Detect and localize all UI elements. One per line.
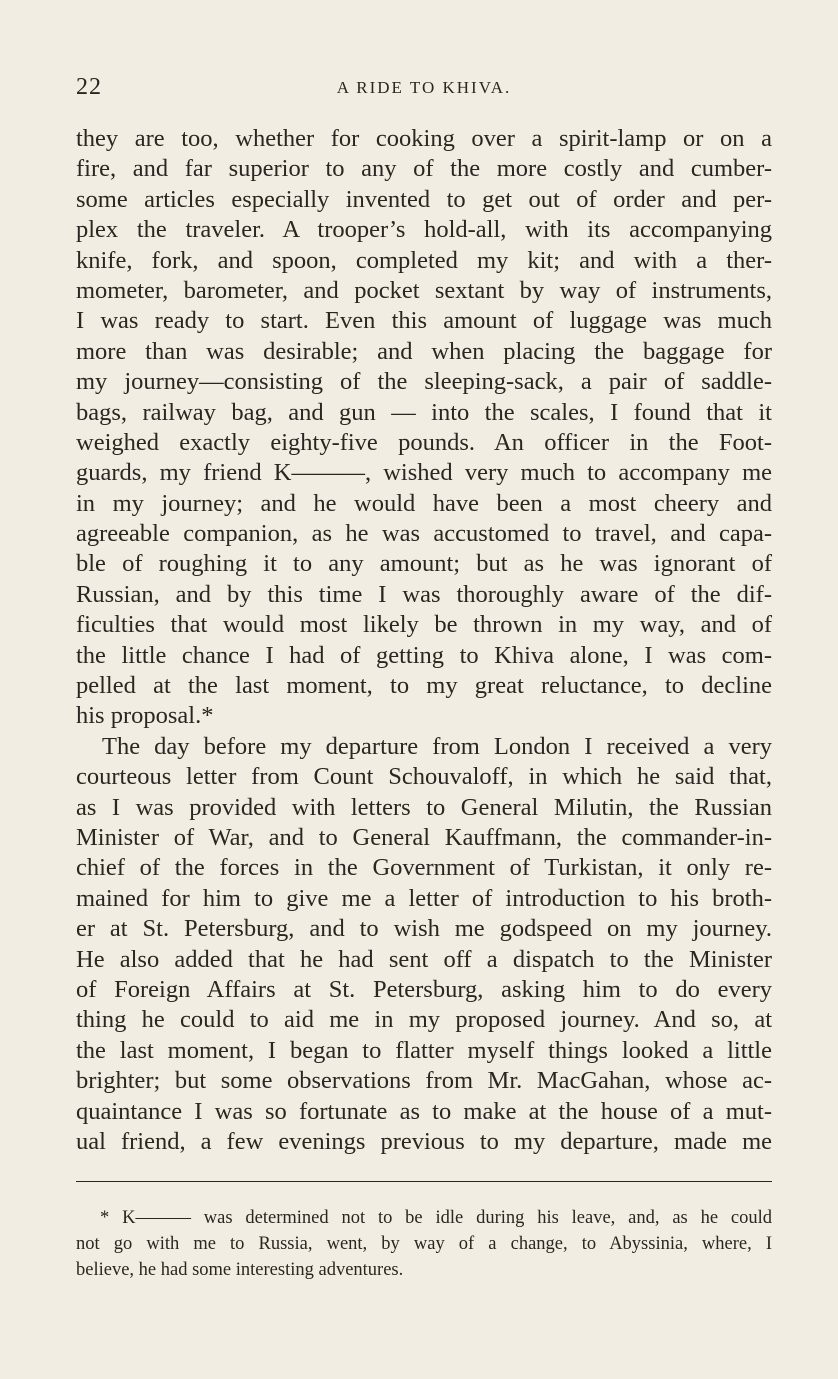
page-number: 22 bbox=[76, 74, 102, 100]
footnote-divider bbox=[76, 1181, 772, 1182]
footnote-line: not go with me to Russia, went, by way of a change, to Abyssinia, where, I bbox=[76, 1234, 772, 1254]
text-line: chief of the forces in the Government of Turkistan, it only re- bbox=[76, 854, 772, 882]
running-title: A RIDE TO KHIVA. bbox=[336, 78, 512, 97]
body-text bbox=[76, 124, 772, 1157]
text-line: mained for him to give me a letter of introduction to his broth- bbox=[76, 884, 772, 912]
text-line: Russian, and by this time I was thoroughly aware of the dif- bbox=[76, 580, 772, 608]
text-line: mometer, barometer, and pocket sextant by way of instruments, bbox=[76, 276, 772, 304]
text-line: fire, and far superior to any of the more costly and cumber- bbox=[76, 155, 772, 183]
text-line: they are too, whether for cooking over a spirit-lamp or on a bbox=[76, 125, 772, 152]
text-line: some articles especially invented to get out of order and per- bbox=[76, 185, 772, 213]
paragraph-start-line: The day before my departure from London I received a very bbox=[102, 732, 772, 760]
text-line: pelled at the last moment, to my great reluctance, to decline bbox=[76, 672, 772, 700]
text-line: agreeable companion, as he was accustomed to travel, and capa- bbox=[76, 520, 772, 548]
text-line: ual friend, a few evenings previous to my departure, made me bbox=[76, 1127, 772, 1155]
text-line: more than was desirable; and when placing the baggage for bbox=[76, 337, 772, 365]
text-line: plex the traveler. A trooper’s hold-all, with its accompanying bbox=[76, 216, 772, 244]
text-line: I was ready to start. Even this amount of luggage was much bbox=[76, 307, 772, 335]
text-line: quaintance I was so fortunate as to make at the house of a mut- bbox=[76, 1097, 772, 1125]
text-line: the little chance I had of getting to Khiva alone, I was com- bbox=[76, 641, 772, 669]
text-line: ble of roughing it to any amount; but as he was ignorant of bbox=[76, 550, 772, 578]
text-line: Minister of War, and to General Kauffmann, the commander-in- bbox=[76, 823, 772, 851]
text-line: in my journey; and he would have been a most cheery and bbox=[76, 489, 772, 517]
text-line: bags, railway bag, and gun — into the scales, I found that it bbox=[76, 398, 772, 426]
text-line: my journey—consisting of the sleeping-sack, a pair of saddle- bbox=[76, 368, 772, 396]
text-line: his proposal.* bbox=[76, 702, 214, 730]
text-line: thing he could to aid me in my proposed journey. And so, at bbox=[76, 1006, 772, 1034]
footnote-line: * K——— was determined not to be idle during his leave, and, as he could bbox=[100, 1208, 772, 1228]
footnote-line: believe, he had some interesting adventures. bbox=[76, 1260, 404, 1280]
text-line: er at St. Petersburg, and to wish me godspeed on my journey. bbox=[76, 915, 772, 943]
text-line: ficulties that would most likely be thrown in my way, and of bbox=[76, 611, 772, 639]
page-header bbox=[76, 74, 772, 100]
text-line: the last moment, I began to flatter myself things looked a little bbox=[76, 1036, 772, 1064]
footnote bbox=[76, 1205, 772, 1283]
text-line: as I was provided with letters to General Milutin, the Russian bbox=[76, 793, 772, 821]
text-line: knife, fork, and spoon, completed my kit; and with a ther- bbox=[76, 246, 772, 274]
text-line: brighter; but some observations from Mr. MacGahan, whose ac- bbox=[76, 1067, 772, 1095]
text-line: He also added that he had sent off a dispatch to the Minister bbox=[76, 945, 772, 973]
text-line: courteous letter from Count Schouvaloff, in which he said that, bbox=[76, 763, 772, 791]
text-line: guards, my friend K———, wished very much to accompany me bbox=[76, 459, 772, 487]
text-line: weighed exactly eighty-five pounds. An officer in the Foot- bbox=[76, 428, 772, 456]
text-line: of Foreign Affairs at St. Petersburg, asking him to do every bbox=[76, 975, 772, 1003]
